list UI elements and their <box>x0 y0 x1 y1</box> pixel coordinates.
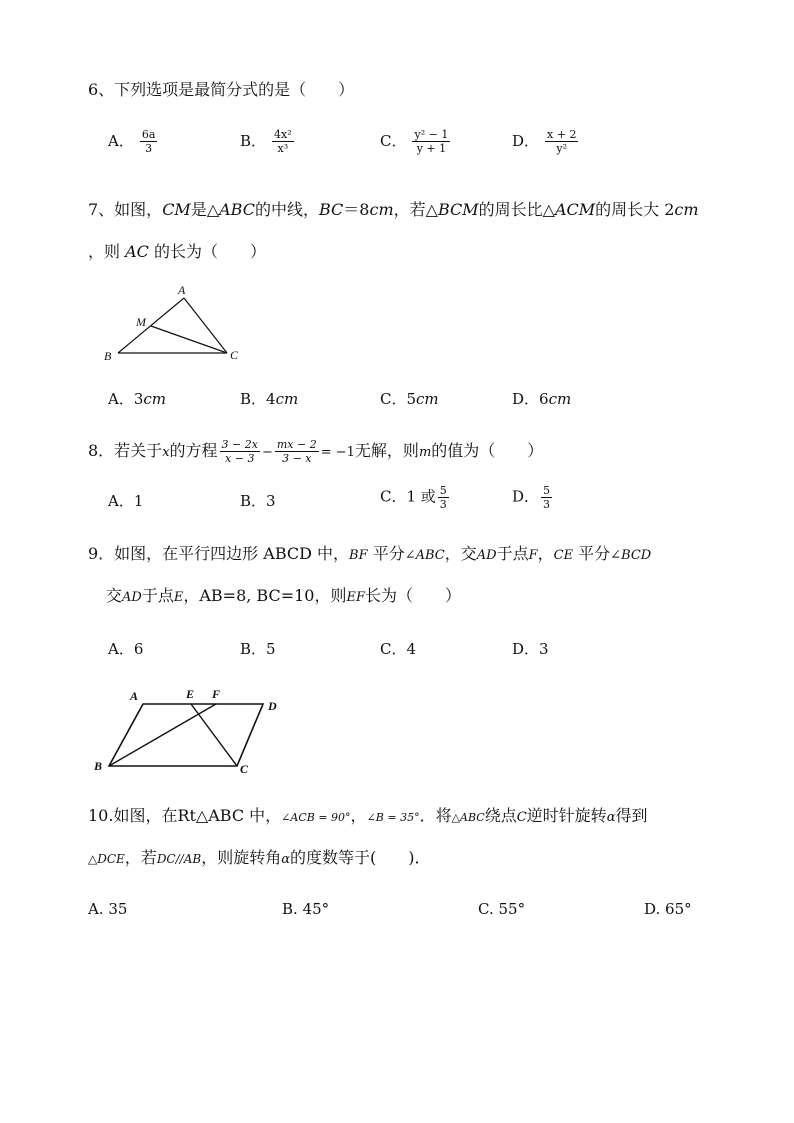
math: ∠ABC <box>404 548 445 563</box>
q8-option-c <box>380 484 451 511</box>
fraction-numerator: 3 − 2x <box>221 438 258 451</box>
math: EF <box>346 590 365 605</box>
q9-stem <box>88 544 651 566</box>
option-label: C. <box>478 900 494 918</box>
fraction <box>412 128 450 155</box>
option-label: A． <box>108 131 134 150</box>
option-value: 65° <box>665 900 692 918</box>
option-value: 3 <box>133 390 144 408</box>
fraction <box>275 438 319 465</box>
math: ∠B = 35° <box>366 811 420 824</box>
q9-option-a <box>108 638 143 659</box>
math: AD <box>476 548 497 563</box>
label-c: C <box>240 762 249 776</box>
option-label: C． <box>380 131 407 150</box>
q7-triangle-figure <box>100 282 260 364</box>
q8-option-d <box>512 484 554 511</box>
math: BCM <box>437 200 479 219</box>
text: 于点 <box>496 544 529 563</box>
option-value: 6 <box>539 390 549 408</box>
q8-stem <box>88 436 543 468</box>
fraction-numerator: mx − 2 <box>276 438 317 451</box>
option-value: 4 <box>266 390 276 408</box>
q6-option-a <box>108 128 159 155</box>
option-value: 1 <box>133 492 144 510</box>
option-value: 3 <box>539 640 549 658</box>
fraction <box>272 128 294 155</box>
math: AD <box>122 590 142 605</box>
label-f: F <box>212 687 221 701</box>
option-label: C． <box>380 640 407 658</box>
text: 9．如图，在平行四边形 ABCD 中， <box>88 544 350 563</box>
option-label: D. <box>644 900 661 918</box>
text: 8．若关于 <box>88 441 163 460</box>
text: ，若△ <box>393 200 438 219</box>
math: BC <box>319 200 344 219</box>
math: △ABC <box>451 811 485 824</box>
text: 绕点 <box>484 806 517 825</box>
fraction-denominator: 3 <box>439 498 447 511</box>
q6-option-d <box>512 128 580 155</box>
math: ACM <box>554 200 596 219</box>
text: 的长为（ ） <box>148 242 266 261</box>
fraction <box>541 484 552 511</box>
fraction-denominator: 3 <box>145 142 153 155</box>
option-label: A． <box>108 640 134 658</box>
text: 交 <box>106 586 123 605</box>
fraction-denominator: 3 − x <box>282 452 312 465</box>
text: 的中线， <box>254 200 319 219</box>
option-label: B． <box>240 640 267 658</box>
q9-option-c <box>380 638 416 659</box>
fraction-denominator: y + 1 <box>416 142 447 155</box>
text: 的周长大 2 <box>595 200 675 219</box>
math: C <box>516 810 527 825</box>
fraction-denominator: 3 <box>543 498 551 511</box>
math: cm <box>674 200 699 219</box>
text: ， <box>350 806 367 825</box>
math: ∠BCD <box>610 548 652 563</box>
option-value: 5 <box>266 640 276 658</box>
fraction-denominator: x − 3 <box>225 452 255 465</box>
q7-option-d <box>512 388 571 409</box>
side-ba <box>118 298 184 353</box>
math: BF <box>349 548 368 563</box>
text: 得到 <box>615 806 648 825</box>
fraction <box>438 484 449 511</box>
q7-stem <box>88 200 699 220</box>
text: 长为（ ） <box>365 586 462 605</box>
q7-stem-line2 <box>88 242 266 262</box>
segment-bf <box>109 704 216 766</box>
label-b: B <box>94 759 103 773</box>
math: AC <box>125 242 149 261</box>
q10-option-b <box>282 900 329 918</box>
math: E <box>173 590 184 605</box>
q6-stem: 6、下列选项是最简分式的是（ ） <box>88 80 355 99</box>
text: 平分 <box>573 544 611 563</box>
math: CM <box>162 200 191 219</box>
q10-option-d <box>644 900 692 918</box>
text: 的值为（ ） <box>431 441 544 460</box>
fraction-denominator: x³ <box>277 142 289 155</box>
option-label: A． <box>108 390 134 408</box>
text: ， <box>537 544 554 563</box>
fraction-denominator: y² <box>556 142 568 155</box>
q8-option-b <box>240 490 276 511</box>
option-value: 4 <box>406 640 417 658</box>
text: 是△ <box>190 200 220 219</box>
q9-stem-line2 <box>106 586 461 608</box>
parallelogram-abcd <box>109 704 263 766</box>
text: ，AB=8, BC=10，则 <box>183 586 347 605</box>
option-label: D． <box>512 390 540 408</box>
text: 的周长比△ <box>478 200 555 219</box>
option-value: 55° <box>498 900 526 918</box>
q9-option-d <box>512 638 549 659</box>
option-label: B． <box>240 131 267 150</box>
text: ，则 <box>88 242 126 261</box>
segment-ce <box>191 704 237 766</box>
text: 的度数等于( )． <box>289 848 431 867</box>
q10-option-a <box>88 900 127 918</box>
option-label: D． <box>512 640 540 658</box>
option-value: 6 <box>133 640 144 658</box>
q10-stem-line2 <box>88 848 430 870</box>
label-b: B <box>104 349 112 363</box>
fraction-numerator: y² − 1 <box>414 128 449 141</box>
math-variable: x <box>162 445 170 460</box>
option-label: B． <box>240 390 267 408</box>
math: cm <box>369 200 394 219</box>
text: ，则旋转角 <box>201 848 282 867</box>
q7-option-a <box>108 388 166 409</box>
text: ，若 <box>124 848 157 867</box>
option-unit: cm <box>548 390 572 408</box>
option-label: D． <box>512 487 540 506</box>
option-label: C． <box>380 487 407 506</box>
label-d: D <box>268 699 277 713</box>
text: 平分 <box>367 544 405 563</box>
option-label: B. <box>282 900 298 918</box>
math: CE <box>553 548 574 563</box>
fraction-numerator: 5 <box>543 484 551 497</box>
option-value: 1 或 <box>406 487 436 506</box>
text: 的方程 <box>169 441 218 460</box>
option-unit: cm <box>416 390 439 408</box>
fraction-numerator: 5 <box>439 484 447 497</box>
math: ∠ACB = 90° <box>281 811 351 824</box>
fraction <box>140 128 158 155</box>
math: F <box>528 548 538 563</box>
fraction-numerator: 4x² <box>274 128 292 141</box>
fraction-numerator: 6a <box>141 128 156 141</box>
q7-option-b <box>240 388 298 409</box>
label-c: C <box>230 348 239 362</box>
option-unit: cm <box>275 390 299 408</box>
median-cm <box>151 326 227 353</box>
label-a: A <box>130 689 139 703</box>
q10-option-c <box>478 900 525 918</box>
text: 于点 <box>141 586 174 605</box>
math: α <box>281 852 290 867</box>
text: 7、如图， <box>88 200 163 219</box>
text: 10.如图，在Rt△ABC 中， <box>88 806 282 825</box>
q10-stem <box>88 806 647 828</box>
label-e: E <box>186 687 195 701</box>
math: ABC <box>219 200 255 219</box>
option-unit: cm <box>143 390 167 408</box>
q7-option-c <box>380 388 439 409</box>
math: △DCE <box>88 852 125 866</box>
fraction <box>220 438 260 465</box>
math-variable: m <box>418 445 432 460</box>
q6-option-b <box>240 128 296 155</box>
q9-option-b <box>240 638 276 659</box>
math-operator: − <box>261 445 273 460</box>
option-label: A. <box>88 900 104 918</box>
text: 无解，则 <box>354 441 419 460</box>
option-label: B． <box>240 492 267 510</box>
option-label: C． <box>380 390 407 408</box>
math-rhs: = −1 <box>320 445 355 460</box>
math: α <box>606 810 616 825</box>
q9-parallelogram-figure <box>90 682 300 778</box>
option-value: 3 <box>266 492 276 510</box>
option-value: 35 <box>108 900 128 918</box>
text: ，交 <box>444 544 477 563</box>
q6-option-c <box>380 128 452 155</box>
option-value: 45° <box>302 900 330 918</box>
option-value: 5 <box>406 390 417 408</box>
fraction-numerator: x + 2 <box>547 128 577 141</box>
fraction <box>545 128 578 155</box>
text: 逆时针旋转 <box>526 806 607 825</box>
q8-option-a <box>108 490 143 511</box>
text: ＝8 <box>343 200 370 219</box>
text: ．将 <box>419 806 452 825</box>
label-m: M <box>136 315 146 329</box>
label-a: A <box>178 283 186 297</box>
option-label: D． <box>512 131 540 150</box>
math: DC//AB <box>156 852 202 866</box>
option-label: A． <box>108 492 134 510</box>
